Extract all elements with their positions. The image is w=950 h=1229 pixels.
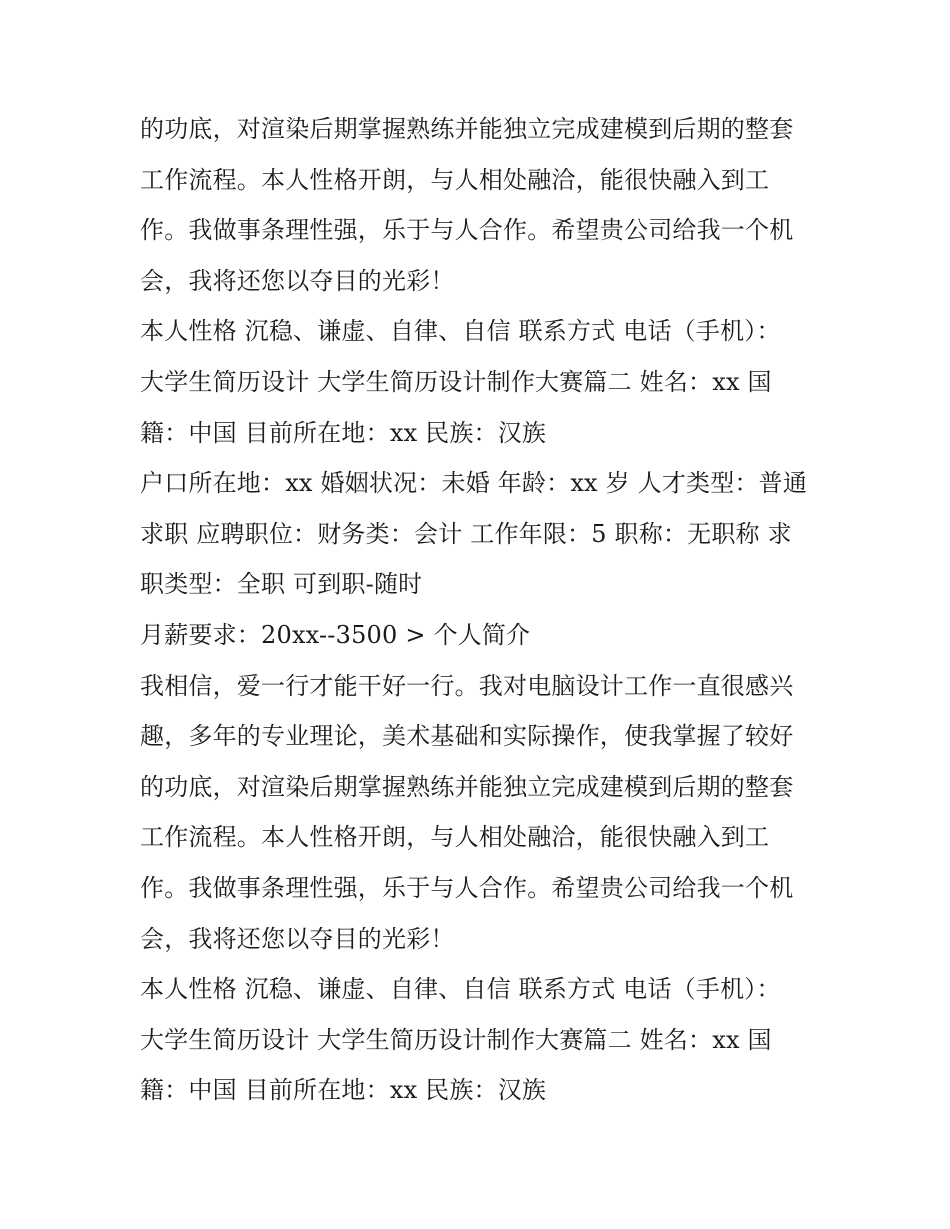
text-line: 籍：中国 目前所在地：xx 民族：汉族 [140,418,547,447]
text-line: 本人性格 沉稳、谦虚、自律、自信 联系方式 电话（手机）： [140,975,781,1004]
text-line: 我相信，爱一行才能干好一行。我对电脑设计工作一直很感兴 [140,671,794,700]
text-line: 作。我做事条理性强，乐于与人合作。希望贵公司给我一个机 [140,216,794,245]
text-line: 会，我将还您以夺目的光彩！ [140,924,455,953]
text-line: 大学生简历设计 大学生简历设计制作大赛篇二 姓名：xx 国 [140,367,772,396]
text-line: 籍：中国 目前所在地：xx 民族：汉族 [140,1076,547,1105]
text-line: 大学生简历设计 大学生简历设计制作大赛篇二 姓名：xx 国 [140,1025,772,1054]
document-body [140,104,820,1116]
text-line: 工作流程。本人性格开朗，与人相处融洽，能很快融入到工 [140,165,770,194]
text-line: 趣，多年的专业理论，美术基础和实际操作，使我掌握了较好 [140,722,794,751]
text-line: 工作流程。本人性格开朗，与人相处融洽，能很快融入到工 [140,823,770,852]
text-line: 户口所在地：xx 婚姻状况：未婚 年龄：xx 岁 人才类型：普通 [140,469,808,498]
text-line: 会，我将还您以夺目的光彩！ [140,266,455,295]
text-line: 本人性格 沉稳、谦虚、自律、自信 联系方式 电话（手机）： [140,317,781,346]
text-line: 求职 应聘职位：财务类：会计 工作年限：5 职称：无职称 求 [140,519,792,548]
text-line: 月薪要求：20xx--3500 > 个人简介 [140,620,531,649]
text-line: 的功底，对渲染后期掌握熟练并能独立完成建模到后期的整套 [140,115,794,143]
text-line: 作。我做事条理性强，乐于与人合作。希望贵公司给我一个机 [140,873,794,902]
text-line: 的功底，对渲染后期掌握熟练并能独立完成建模到后期的整套 [140,772,794,801]
text-line: 职类型：全职 可到职-随时 [140,570,423,599]
